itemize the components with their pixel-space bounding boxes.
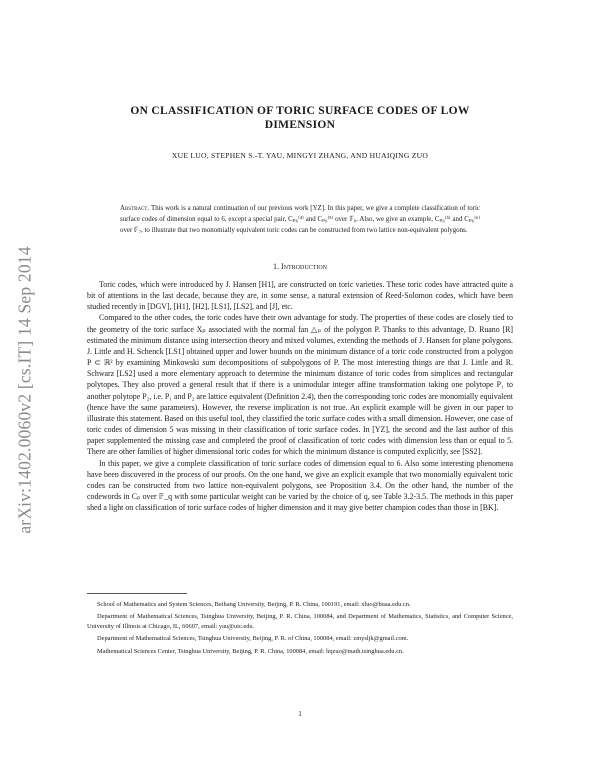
paper-title: ON CLASSIFICATION OF TORIC SURFACE CODES OF LOW DIMENSION: [130, 105, 470, 131]
section-heading: [0, 262, 600, 271]
paragraph: Toric codes, which were introduced by J. Hansen [H1], are constructed on toric varieties. These toric codes have attracted quite a bit of attentions in the last decade, because they are, in some sense, a natural extension of Reed-Solomon codes, which have been studied recently in [DGV], [H1], [H2], [LS1], [LS2], and [J], etc.: [87, 280, 513, 312]
abstract-text: This work is a natural continuation of our previous work [YZ]. In this paper, we give a complete classification of toric surface codes of dimension equal to 6, except a special pair, Cₚ₆⁽⁴⁾ and Cₚ₆⁽⁵⁾ over 𝔽₈. Also, we give an example, Cₚ₆⁽⁵⁾ and Cₚ₆⁽⁶⁾ over 𝔽₇, to illustrate that two monomially equivalent toric codes can be constructed from two lattice non-equivalent polygons.: [120, 205, 480, 234]
footnote: Mathematical Sciences Center, Tsinghua University, Beijing, P. R. China, 100084, email: hqzuo@math.tsinghua.edu.cn.: [97, 647, 404, 655]
footnote: Department of Mathematical Sciences, Tsinghua University, Beijing, P. R. of China, 100084, email: zmysljk@gmail.com.: [97, 635, 409, 643]
section-title: Introduction: [281, 262, 327, 271]
paragraph: Compared to the other codes, the toric codes have their own advantage for study. The properties of these codes are closely tied to the geometry of the toric surface Xₚ associated with the normal fan △ₚ of the polygon P. Thanks to this advantage, D. Ruano [R] estimated the minimum distance using intersection theory and mixed volumes, extending the methods of J. Hansen for plane polygons. J. Little and H. Schenck [LS1] obtained upper and lower bounds on the minimum distance of a toric code constructed from a polygon P ⊂ ℝ² by examining Minkowski sum decompositions of subpolygons of P. The most interesting things are that J. Little and R. Schwarz [LS2] used a more elementary approach to determine the minimum distance of toric codes from simplices and rectangular polytopes. They also proved a general result that if there is a unimodular integer affine transformation taking one polytope P₁ to another polytope P₂, i.e. P₁ and P₂ are lattice equivalent (Definition 2.4), then the corresponding toric codes are monomially equivalent (hence have the same parameters). However, the reverse implication is not true. An explicit example will be given in our paper to illustrate this statement. Based on this useful tool, they classified the toric surface codes with a small dimension. However, one case of toric codes of dimension 5 was missing in their classification of toric surface codes. In [YZ], the second and the last author of this paper supplemented the missing case and completed the proof of classification of toric codes with dimension less than or equal to 5. There are other families of higher dimensional toric codes for which the minimum distance is computed explicitly, see [SS2].: [87, 313, 513, 457]
body-text: [87, 279, 513, 513]
abstract-label: Abstract.: [120, 205, 150, 212]
section-number: 1.: [273, 262, 279, 271]
footnotes: [87, 600, 513, 659]
footnote: Department of Mathematical Sciences, Tsinghua University, Beijing, P. R. China, 100084, and Department of Mathematics, Statistics, and Computer Science, University of Illinois at Chicago, IL, 60607, email: yau@uic.edu.: [87, 613, 513, 630]
arxiv-sidebar: [10, 200, 40, 580]
page-number: 1: [298, 710, 302, 718]
footnote-rule: [87, 593, 187, 594]
paragraph: In this paper, we give a complete classification of toric surface codes of dimension equal to 6. Also some interesting phenomena have been discovered in the process of our proofs. On the one hand, we give an explicit example that two monomially equivalent toric codes can be constructed from two lattice non-equivalent polygons, see Proposition 3.4. On the other hand, the number of the codewords in Cₚ over 𝔽_q with some particular weight can be varied by the choice of q, see Table 3.2-3.5. The methods in this paper shed a light on classification of toric surface codes of higher dimension and it may give better champion codes than those in [BK].: [87, 458, 513, 513]
footnote: School of Mathematics and System Sciences, Beihang University, Beijing, P. R. China, 100191, email: xluo@buaa.edu.cn.: [97, 601, 411, 608]
paper-authors: XUE LUO, STEPHEN S.-T. YAU, MINGYI ZHANG, AND HUAIQING ZUO: [171, 151, 429, 160]
arxiv-identifier: arXiv:1402.0060v2 [cs.IT] 14 Sep 2014: [14, 246, 35, 534]
abstract: [120, 203, 480, 236]
